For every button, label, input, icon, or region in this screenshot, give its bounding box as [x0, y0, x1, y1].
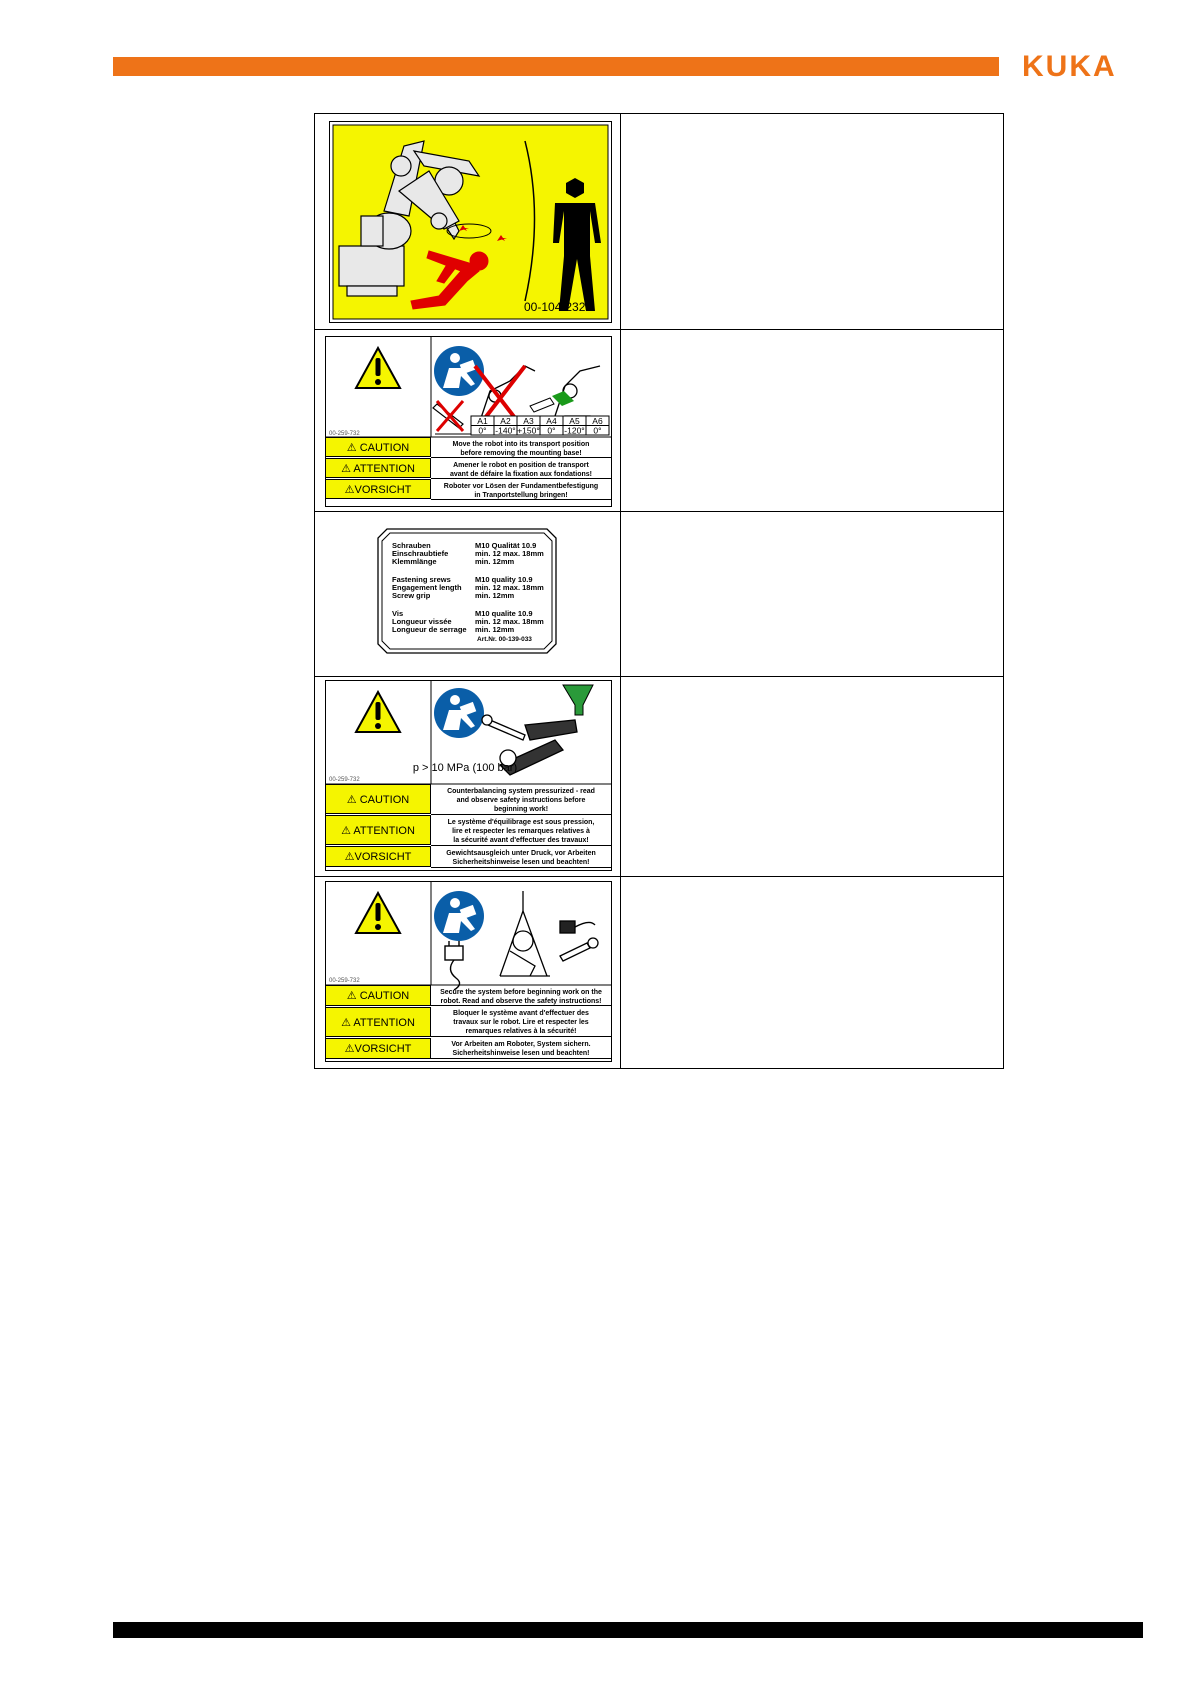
svg-text:Le système d'équilibrage est s: Le système d'équilibrage est sous pression, [447, 819, 595, 826]
svg-text:+150°: +150° [517, 425, 540, 436]
svg-text:before removing the mounting b: before removing the mounting base! [460, 450, 582, 457]
signal-word: CAUTION [359, 794, 410, 806]
label-description-cell [621, 877, 1004, 1069]
svg-text:M10 quality 10.9: M10 quality 10.9 [475, 575, 533, 584]
warning-labels-table [314, 113, 1004, 1069]
svg-text:Longueur vissée: Longueur vissée [392, 617, 452, 626]
label-image-cell [315, 677, 621, 877]
svg-text:A3: A3 [523, 416, 534, 426]
danger-zone-sticker [329, 121, 612, 323]
table-row [315, 330, 1004, 512]
svg-text:Secure the system before begin: Secure the system before beginning work on the [440, 989, 602, 996]
table-row [315, 877, 1004, 1069]
svg-text:Gewichtsausgleich unter Druck,: Gewichtsausgleich unter Druck, vor Arbeiten [446, 850, 596, 857]
svg-text:0°: 0° [547, 425, 556, 436]
svg-text:travaux sur le robot. Lire et: travaux sur le robot. Lire et respecter les [453, 1019, 589, 1026]
signal-word: VORSICHT [354, 484, 412, 496]
svg-text:min. 12 max. 18mm: min. 12 max. 18mm [475, 617, 544, 626]
label-image-cell [315, 512, 621, 677]
svg-text:A4: A4 [546, 416, 557, 426]
label-description-cell [621, 114, 1004, 330]
read-manual-icon [434, 891, 484, 941]
svg-text:A6: A6 [592, 416, 603, 426]
svg-text:min. 12mm: min. 12mm [475, 625, 515, 634]
signal-word: VORSICHT [354, 1043, 412, 1055]
label-code: 00-259-732 [329, 431, 360, 437]
label-code: 00-259-732 [329, 777, 360, 783]
svg-text:Bloquer le système avant d'eff: Bloquer le système avant d'effectuer des [453, 1010, 589, 1017]
signal-word: CAUTION [359, 990, 410, 1002]
svg-text:min. 12 max. 18mm: min. 12 max. 18mm [475, 583, 544, 592]
svg-text:Schrauben: Schrauben [392, 541, 431, 550]
svg-text:⚠ CAUTION: ⚠ CAUTION [346, 990, 410, 1002]
svg-text:min. 12mm: min. 12mm [475, 557, 515, 566]
label-code: 00-259-732 [329, 978, 360, 984]
svg-text:M10 qualite 10.9: M10 qualite 10.9 [475, 609, 533, 618]
svg-text:and observe safety instruction: and observe safety instructions before [456, 797, 586, 804]
svg-text:in Tranportstellung bringen!: in Tranportstellung bringen! [474, 492, 568, 499]
svg-text:⚠ ATTENTION: ⚠ ATTENTION [341, 825, 415, 837]
transport-position-sticker [325, 336, 612, 507]
label-image-cell [315, 877, 621, 1069]
svg-text:min. 12 max. 18mm: min. 12 max. 18mm [475, 549, 544, 558]
svg-text:-140°: -140° [495, 425, 516, 436]
svg-text:-120°: -120° [564, 425, 585, 436]
svg-text:0°: 0° [593, 425, 602, 436]
svg-text:Longueur de serrage: Longueur de serrage [392, 625, 467, 634]
svg-text:Sicherheitshinweise lesen und: Sicherheitshinweise lesen und beachten! [452, 1050, 590, 1057]
svg-text:la sécurité avant d'effectuer: la sécurité avant d'effectuer des travaux! [453, 837, 589, 844]
svg-text:Fastening srews: Fastening srews [392, 575, 451, 584]
signal-word: VORSICHT [354, 851, 412, 863]
svg-text:remarques relatives à la sécur: remarques relatives à la sécurité! [465, 1028, 577, 1035]
header-accent-bar [113, 57, 999, 76]
svg-text:Vor Arbeiten am Roboter, Syste: Vor Arbeiten am Roboter, System sichern. [451, 1041, 591, 1048]
label-code: 00-104-232 [524, 300, 586, 314]
label-description-cell [621, 330, 1004, 512]
svg-text:⚠VORSICHT: ⚠VORSICHT [344, 484, 412, 496]
svg-text:⚠ ATTENTION: ⚠ ATTENTION [341, 463, 415, 475]
signal-word: CAUTION [359, 442, 410, 454]
table-row [315, 114, 1004, 330]
svg-text:⚠ CAUTION: ⚠ CAUTION [346, 794, 410, 806]
svg-text:A2: A2 [500, 416, 511, 426]
svg-text:beginning work!: beginning work! [493, 806, 549, 813]
signal-word: ATTENTION [353, 825, 415, 837]
svg-text:Move the robot into its transp: Move the robot into its transport position [452, 441, 590, 448]
svg-text:Vis: Vis [392, 609, 404, 618]
secure-system-sticker [325, 881, 612, 1062]
svg-text:0°: 0° [478, 425, 487, 436]
svg-text:Art.Nr. 00-139-033: Art.Nr. 00-139-033 [477, 636, 532, 643]
svg-text:A5: A5 [569, 416, 580, 426]
screw-spec-plate [377, 528, 557, 654]
svg-text:⚠ CAUTION: ⚠ CAUTION [346, 442, 410, 454]
svg-text:M10 Qualität 10.9: M10 Qualität 10.9 [475, 541, 537, 550]
svg-text:Engagement length: Engagement length [392, 583, 462, 592]
footer-bar [113, 1622, 1143, 1638]
kuka-logo: KUKA [1022, 50, 1117, 83]
svg-text:⚠VORSICHT: ⚠VORSICHT [344, 851, 412, 863]
svg-text:Sicherheitshinweise lesen und: Sicherheitshinweise lesen und beachten! [452, 859, 590, 866]
signal-word: ATTENTION [353, 463, 415, 475]
label-image-cell [315, 330, 621, 512]
svg-text:⚠VORSICHT: ⚠VORSICHT [344, 1043, 412, 1055]
svg-text:⚠ ATTENTION: ⚠ ATTENTION [341, 1017, 415, 1029]
svg-text:lire et respecter les remarque: lire et respecter les remarques relatives à [452, 828, 590, 835]
axis-table [471, 416, 609, 436]
svg-text:avant de défaire la fixation a: avant de défaire la fixation aux fondations! [450, 471, 592, 478]
svg-text:Klemmlänge: Klemmlänge [392, 557, 437, 566]
pressure-value: p > 10 MPa (100 bar) [412, 762, 518, 774]
svg-text:Amener le robot en position de: Amener le robot en position de transport [453, 462, 589, 469]
table-row [315, 677, 1004, 877]
svg-text:A1: A1 [477, 416, 488, 426]
label-image-cell [315, 114, 621, 330]
pressure-warning-sticker [325, 680, 612, 871]
svg-text:min. 12mm: min. 12mm [475, 591, 515, 600]
svg-text:Einschraubtiefe: Einschraubtiefe [392, 549, 449, 558]
svg-text:Counterbalancing system pressu: Counterbalancing system pressurized - read [447, 788, 595, 795]
svg-text:Roboter vor Lösen der Fundamen: Roboter vor Lösen der Fundamentbefestigung [443, 483, 599, 490]
label-description-cell [621, 677, 1004, 877]
svg-text:Screw grip: Screw grip [392, 591, 431, 600]
svg-text:robot. Read and observe the sa: robot. Read and observe the safety instructions! [440, 998, 602, 1005]
label-description-cell [621, 512, 1004, 677]
table-row [315, 512, 1004, 677]
read-manual-icon [434, 688, 484, 738]
signal-word: ATTENTION [353, 1017, 415, 1029]
